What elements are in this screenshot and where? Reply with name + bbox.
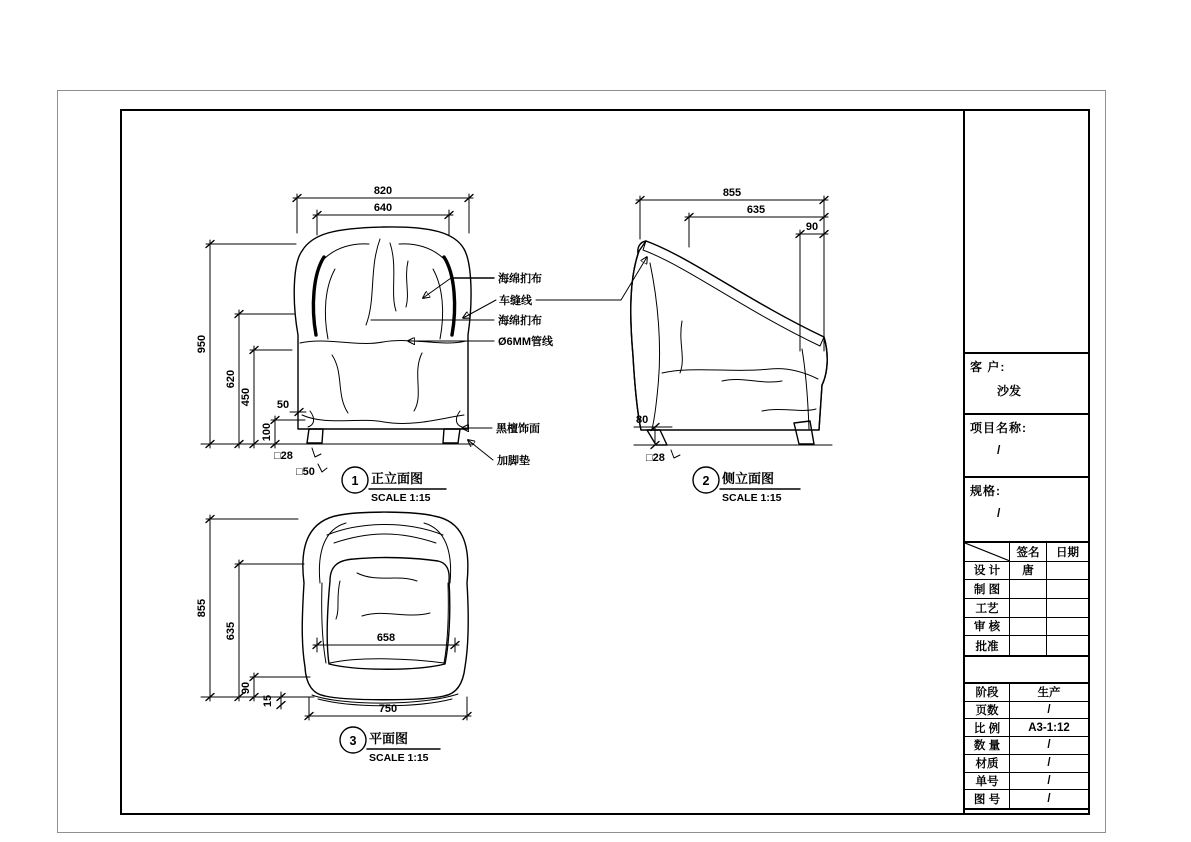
dim-90-side: 90: [805, 221, 819, 233]
dim-450: 450: [240, 387, 252, 407]
dim-100: 100: [261, 422, 273, 442]
project-value: /: [997, 443, 1001, 457]
sign-row-label: 审 核: [965, 618, 1010, 637]
info-row-label: 材质: [965, 755, 1010, 773]
info-row-value: /: [1047, 793, 1051, 806]
view-title: 平面图: [369, 731, 409, 746]
plan-view-dimensions: [196, 515, 471, 720]
front-view-dimensions: [196, 185, 474, 478]
side-view: [631, 187, 832, 504]
view-title: 侧立面图: [722, 471, 775, 486]
signature-table: [965, 541, 1088, 657]
plan-view-sketch: [302, 512, 468, 706]
callout-sponge-top: 海绵扪布: [498, 273, 542, 285]
dim-620: 620: [225, 369, 237, 389]
side-view-sketch: [631, 241, 832, 445]
dim-640: 640: [373, 202, 393, 214]
callout-piping: Ø6MM管线: [498, 336, 553, 348]
drawing-canvas: [122, 111, 963, 813]
sign-row-sign: [1010, 580, 1047, 599]
front-view-sketch: [294, 227, 471, 443]
info-row-value: /: [1010, 737, 1088, 755]
dim-leg-square-side: □28: [646, 452, 665, 464]
title-block-spec: [965, 476, 1088, 541]
dim-750: 750: [378, 703, 398, 715]
dim-635-plan: 635: [225, 621, 237, 641]
sign-col-header: 签名: [1010, 543, 1047, 562]
sign-table-corner: [965, 543, 1010, 562]
side-view-label: [693, 467, 800, 504]
callout-footpad: 加脚垫: [497, 455, 530, 467]
title-block-client: [965, 352, 1088, 413]
view-scale: SCALE 1:15: [371, 492, 431, 504]
dim-leg-square: □28: [274, 450, 293, 462]
spec-value: /: [997, 506, 1001, 520]
info-row-label: 比 例: [965, 719, 1010, 737]
project-label: 项目名称:: [970, 421, 1027, 435]
dim-820: 820: [373, 185, 393, 197]
dim-658: 658: [376, 632, 396, 644]
dim-15: 15: [262, 694, 274, 708]
sign-row-date: [1047, 562, 1088, 581]
client-value: 沙发: [997, 384, 1022, 398]
info-row-label: 页数: [965, 702, 1010, 720]
spec-label: 规格:: [970, 484, 1001, 498]
info-row-value: /: [1010, 702, 1088, 720]
date-col-header: 日期: [1047, 543, 1088, 562]
info-row-label: 图 号: [965, 790, 1010, 808]
sign-row-label: 设 计: [965, 562, 1010, 581]
info-row-label: 单号: [965, 773, 1010, 791]
title-block-project: [965, 413, 1088, 476]
info-row-value: /: [1010, 773, 1088, 791]
dim-base-square: □50: [296, 466, 315, 478]
view-number: 1: [351, 474, 359, 488]
view-number: 2: [702, 474, 710, 488]
callout-sponge-mid: 海绵扪布: [498, 315, 542, 327]
sign-row-date: [1047, 618, 1088, 637]
info-row-value: 生产: [1010, 684, 1088, 702]
dim-855-side: 855: [722, 187, 742, 199]
view-scale: SCALE 1:15: [369, 752, 429, 764]
sign-row-date: [1047, 636, 1088, 655]
info-row-value: /: [1010, 755, 1088, 773]
info-row-label: 数 量: [965, 737, 1010, 755]
view-scale: SCALE 1:15: [722, 492, 782, 504]
dim-855-plan: 855: [196, 598, 208, 618]
front-view-label: [342, 467, 446, 504]
sign-row-date: [1047, 599, 1088, 618]
front-view: [196, 185, 647, 504]
front-view-callouts: [371, 257, 647, 467]
sign-row-label: 制 图: [965, 580, 1010, 599]
sign-row-sign: [1010, 618, 1047, 637]
callout-seam: 车缝线: [499, 295, 532, 307]
client-label: 客 户:: [970, 360, 1006, 374]
view-number: 3: [349, 734, 357, 748]
sign-row-sign: [1010, 636, 1047, 655]
info-table: [965, 682, 1088, 810]
dim-50: 50: [276, 399, 290, 411]
title-block: [963, 111, 1088, 813]
callout-ebony: 黑檀饰面: [496, 423, 540, 435]
sign-row-sign: 唐: [1010, 562, 1047, 581]
dim-90-plan: 90: [240, 681, 252, 695]
sign-row-sign: [1010, 599, 1047, 618]
view-title: 正立面图: [371, 471, 424, 486]
info-row-value: A3-1:12: [1010, 719, 1088, 737]
dim-635-side: 635: [746, 204, 766, 216]
info-row-label: 阶段: [965, 684, 1010, 702]
sign-row-label: 工艺: [965, 599, 1010, 618]
dim-950: 950: [196, 334, 208, 354]
sheet-inner-frame: [120, 109, 1090, 815]
sign-row-label: 批准: [965, 636, 1010, 655]
sign-row-date: [1047, 580, 1088, 599]
dim-80: 80: [636, 414, 649, 426]
plan-view-label: [340, 727, 440, 764]
plan-view: [196, 512, 471, 764]
